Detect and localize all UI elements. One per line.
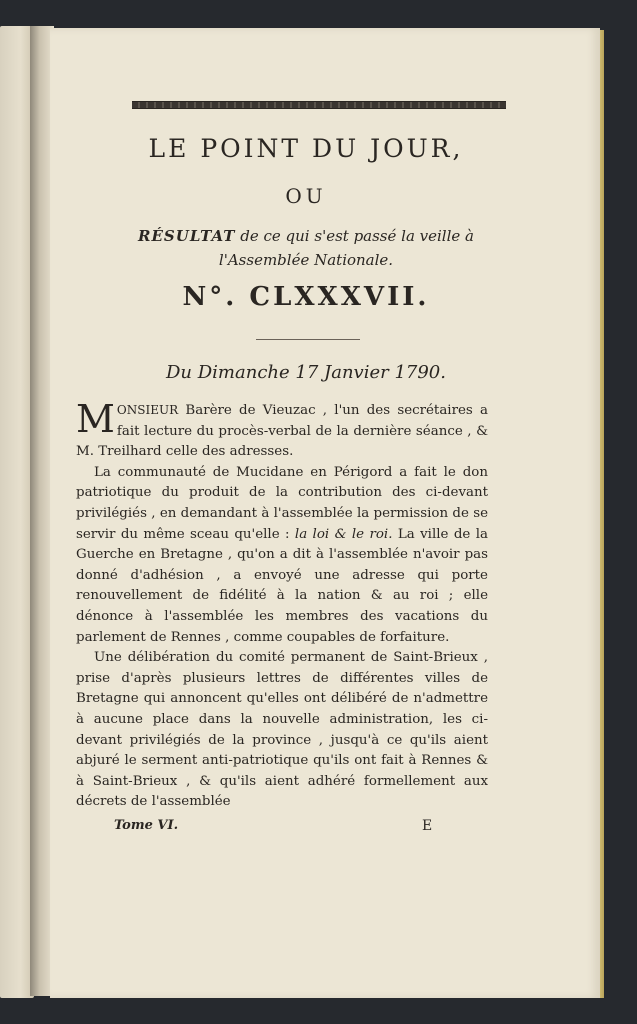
- paragraph-2-text-b: La ville de la Guerche en Bretagne , qu'on a dit à l'assemblée n'avoir pas donné d'adhésion , a envoyé une adresse qui porte renouvellement de fidélité à la nation & au roi ; elle dénonce à l'assemblée les membres des vacations du parlement de Rennes , comme coupables de forfaiture.: [76, 526, 488, 645]
- title-conjunction: OU: [285, 184, 327, 208]
- paragraph-1-text: Barère de Vieuzac , l'un des secrétaires a fait lecture du procès-verbal de la dernière séance , & M. Treilhard celle des adresses.: [76, 403, 488, 460]
- newspaper-title: LE POINT DU JOUR,: [148, 134, 464, 163]
- issue-number: N°. CLXXXVII.: [182, 282, 430, 312]
- article-body: [76, 397, 488, 813]
- subtitle-lead: RÉSULTAT: [138, 227, 236, 245]
- issue-date: Du Dimanche 17 Janvier 1790.: [166, 362, 446, 383]
- volume-label: Tome VI.: [114, 818, 179, 833]
- paragraph-2: [76, 463, 488, 648]
- signature-mark: E: [422, 818, 433, 834]
- facing-page-edge: [0, 26, 34, 998]
- subtitle-rest: de ce qui s'est passé la veille à l'Assemblée Nationale.: [218, 227, 474, 269]
- paragraph-3-text: Une délibération du comité permanent de Saint-Brieux , prise d'après plusieurs lettres de différentes villes de Bretagne qui annoncent qu'elles ont délibéré de n'admettre à aucune place dans la nouvelle administration, les ci-devant privilégiés de la province , jusqu'à ce qu'ils aient abjuré le serment anti-patriotique qu'ils ont fait à Rennes & à Saint-Brieux , & qu'ils aient adhéré formellement aux décrets de l'assemblée: [76, 650, 488, 810]
- paragraph-2-motto: la loi & le roi.: [294, 526, 393, 542]
- divider: [256, 339, 360, 340]
- paragraph-1-smallcaps: ONSIEUR: [116, 403, 179, 417]
- subtitle: [96, 224, 516, 272]
- paragraph-3: [76, 648, 488, 813]
- drop-cap: M: [76, 397, 115, 441]
- paragraph-2-text-a: La communauté de Mucidane en Périgord a fait le don patriotique du produit de la contribution des ci-devant privilégiés , en demandant à l'assemblée la permission de se servir du même sceau qu'elle :: [76, 464, 488, 542]
- paragraph-1: [76, 397, 488, 463]
- book-page: [50, 28, 600, 998]
- ornamental-rule: [132, 101, 506, 109]
